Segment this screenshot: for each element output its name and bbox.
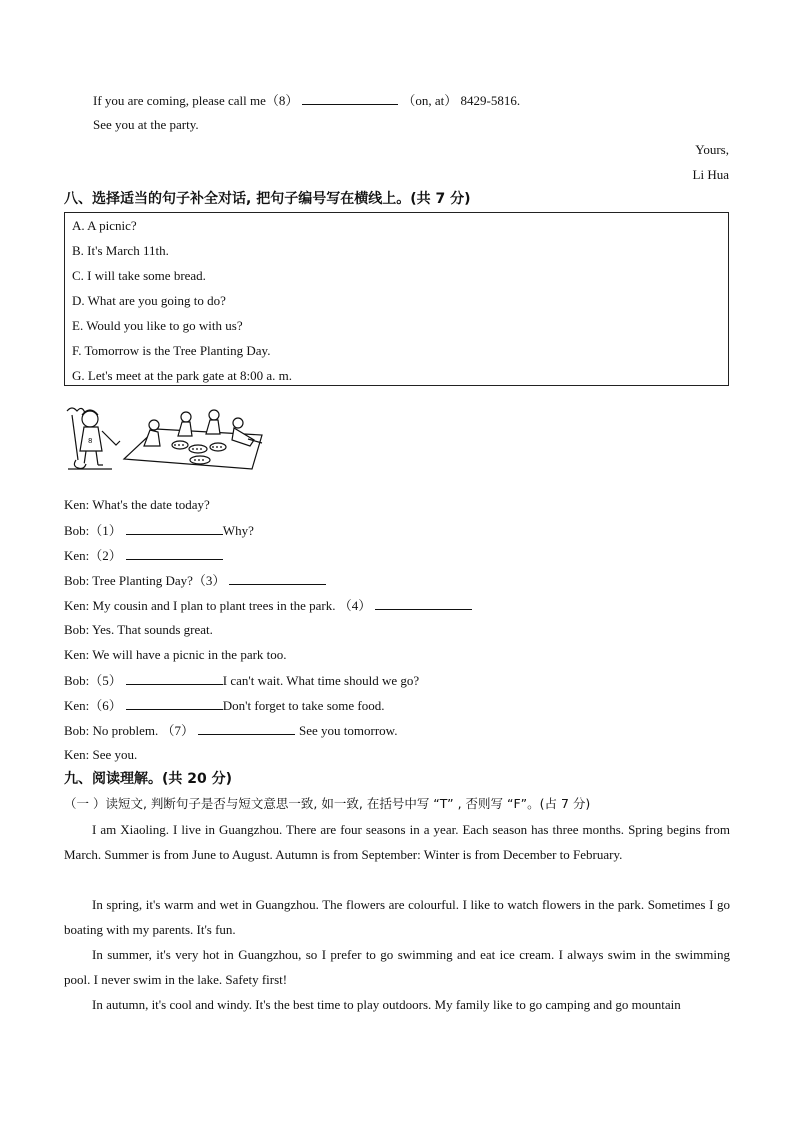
reading-paragraph-2: In spring, it's warm and wet in Guangzhou. The flowers are colourful. I like to watch flowers in the park. Sometimes I go boating with my parents. It's fun.	[64, 897, 730, 937]
kids-planting-and-picnic-illustration-icon	[62, 405, 272, 477]
letter-line-call-pre: If you are coming, please call me（8）	[93, 93, 299, 108]
blank-5[interactable]	[126, 672, 223, 685]
option-e: E. Would you like to go with us?	[72, 318, 243, 333]
dialogue-line-2-post: Why?	[222, 523, 254, 538]
dialogue-line-8-post: I can't wait. What time should we go?	[222, 673, 420, 688]
dialogue-line-10-pre: Bob: No problem. （7）	[64, 723, 194, 738]
dialogue-line-1-text: Ken: What's the date today?	[64, 497, 210, 512]
dialogue-line-8-pre: Bob:（5）	[64, 673, 122, 688]
reading-paragraph-1: I am Xiaoling. I live in Guangzhou. There are four seasons in a year. Each season has three months. Spring begins from March. Summer is from June to August. Autumn is from September: Winter is from December to February.	[64, 822, 730, 862]
blank-1[interactable]	[126, 522, 223, 535]
dialogue-line-11-text: Ken: See you.	[64, 747, 138, 762]
letter-line-call	[93, 92, 520, 109]
option-d: D. What are you going to do?	[72, 293, 226, 308]
blank-2[interactable]	[126, 547, 223, 560]
dialogue-line-3	[64, 547, 223, 564]
section-8-heading: 八、选择适当的句子补全对话, 把句子编号写在横线上。(共 7 分)	[64, 191, 471, 207]
dialogue-line-1	[64, 497, 210, 513]
dialogue-line-2	[64, 522, 254, 539]
dialogue-line-9-post: Don't forget to take some food.	[222, 698, 385, 713]
letter-signature: Li Hua	[692, 167, 729, 182]
dialogue-line-11	[64, 747, 137, 763]
svg-text:8: 8	[88, 437, 93, 445]
dialogue-line-10-post: See you tomorrow.	[299, 723, 398, 738]
dialogue-line-9	[64, 697, 384, 714]
option-c: C. I will take some bread.	[72, 268, 206, 283]
dialogue-line-5-pre: Ken: My cousin and I plan to plant trees in the park. （4）	[64, 598, 372, 613]
letter-line-call-post: （on, at） 8429-5816.	[402, 93, 521, 108]
letter-closing: Yours,	[695, 142, 729, 157]
dialogue-line-6	[64, 622, 213, 638]
dialogue-line-9-pre: Ken:（6）	[64, 698, 122, 713]
blank-3[interactable]	[229, 572, 326, 585]
dialogue-line-3-pre: Ken:（2）	[64, 548, 122, 563]
section-9-sub-heading: （一 ）读短文, 判断句子是否与短文意思一致, 如一致, 在括号中写 “T” , 否则写 “F”。(占 7 分)	[64, 796, 591, 811]
blank-8[interactable]	[302, 92, 398, 105]
blank-4[interactable]	[375, 597, 472, 610]
dialogue-line-5	[64, 597, 472, 614]
option-a: A. A picnic?	[72, 218, 137, 233]
letter-line-see-you: See you at the party.	[93, 117, 199, 132]
option-g: G. Let's meet at the park gate at 8:00 a. m.	[72, 368, 293, 383]
dialogue-line-8	[64, 672, 419, 689]
dialogue-line-10	[64, 722, 397, 739]
reading-paragraph-3: In summer, it's very hot in Guangzhou, so I prefer to go swimming and eat ice cream. I always swim in the swimming pool. I never swim in the lake. Safety first!	[64, 947, 730, 987]
reading-paragraph-4: In autumn, it's cool and windy. It's the best time to play outdoors. My family like to go camping and go mountain	[92, 997, 681, 1012]
dialogue-line-7-text: Ken: We will have a picnic in the park too.	[64, 647, 287, 662]
blank-6[interactable]	[126, 697, 223, 710]
dialogue-line-4-pre: Bob: Tree Planting Day?（3）	[64, 573, 226, 588]
dialogue-line-2-pre: Bob:（1）	[64, 523, 122, 538]
option-b: B. It's March 11th.	[72, 243, 169, 258]
option-f: F. Tomorrow is the Tree Planting Day.	[72, 343, 271, 358]
dialogue-line-4	[64, 572, 326, 589]
dialogue-line-7	[64, 647, 287, 663]
dialogue-line-6-text: Bob: Yes. That sounds great.	[64, 622, 213, 637]
section-9-heading: 九、阅读理解。(共 20 分)	[64, 771, 233, 787]
blank-7[interactable]	[198, 722, 295, 735]
options-box	[64, 212, 729, 386]
